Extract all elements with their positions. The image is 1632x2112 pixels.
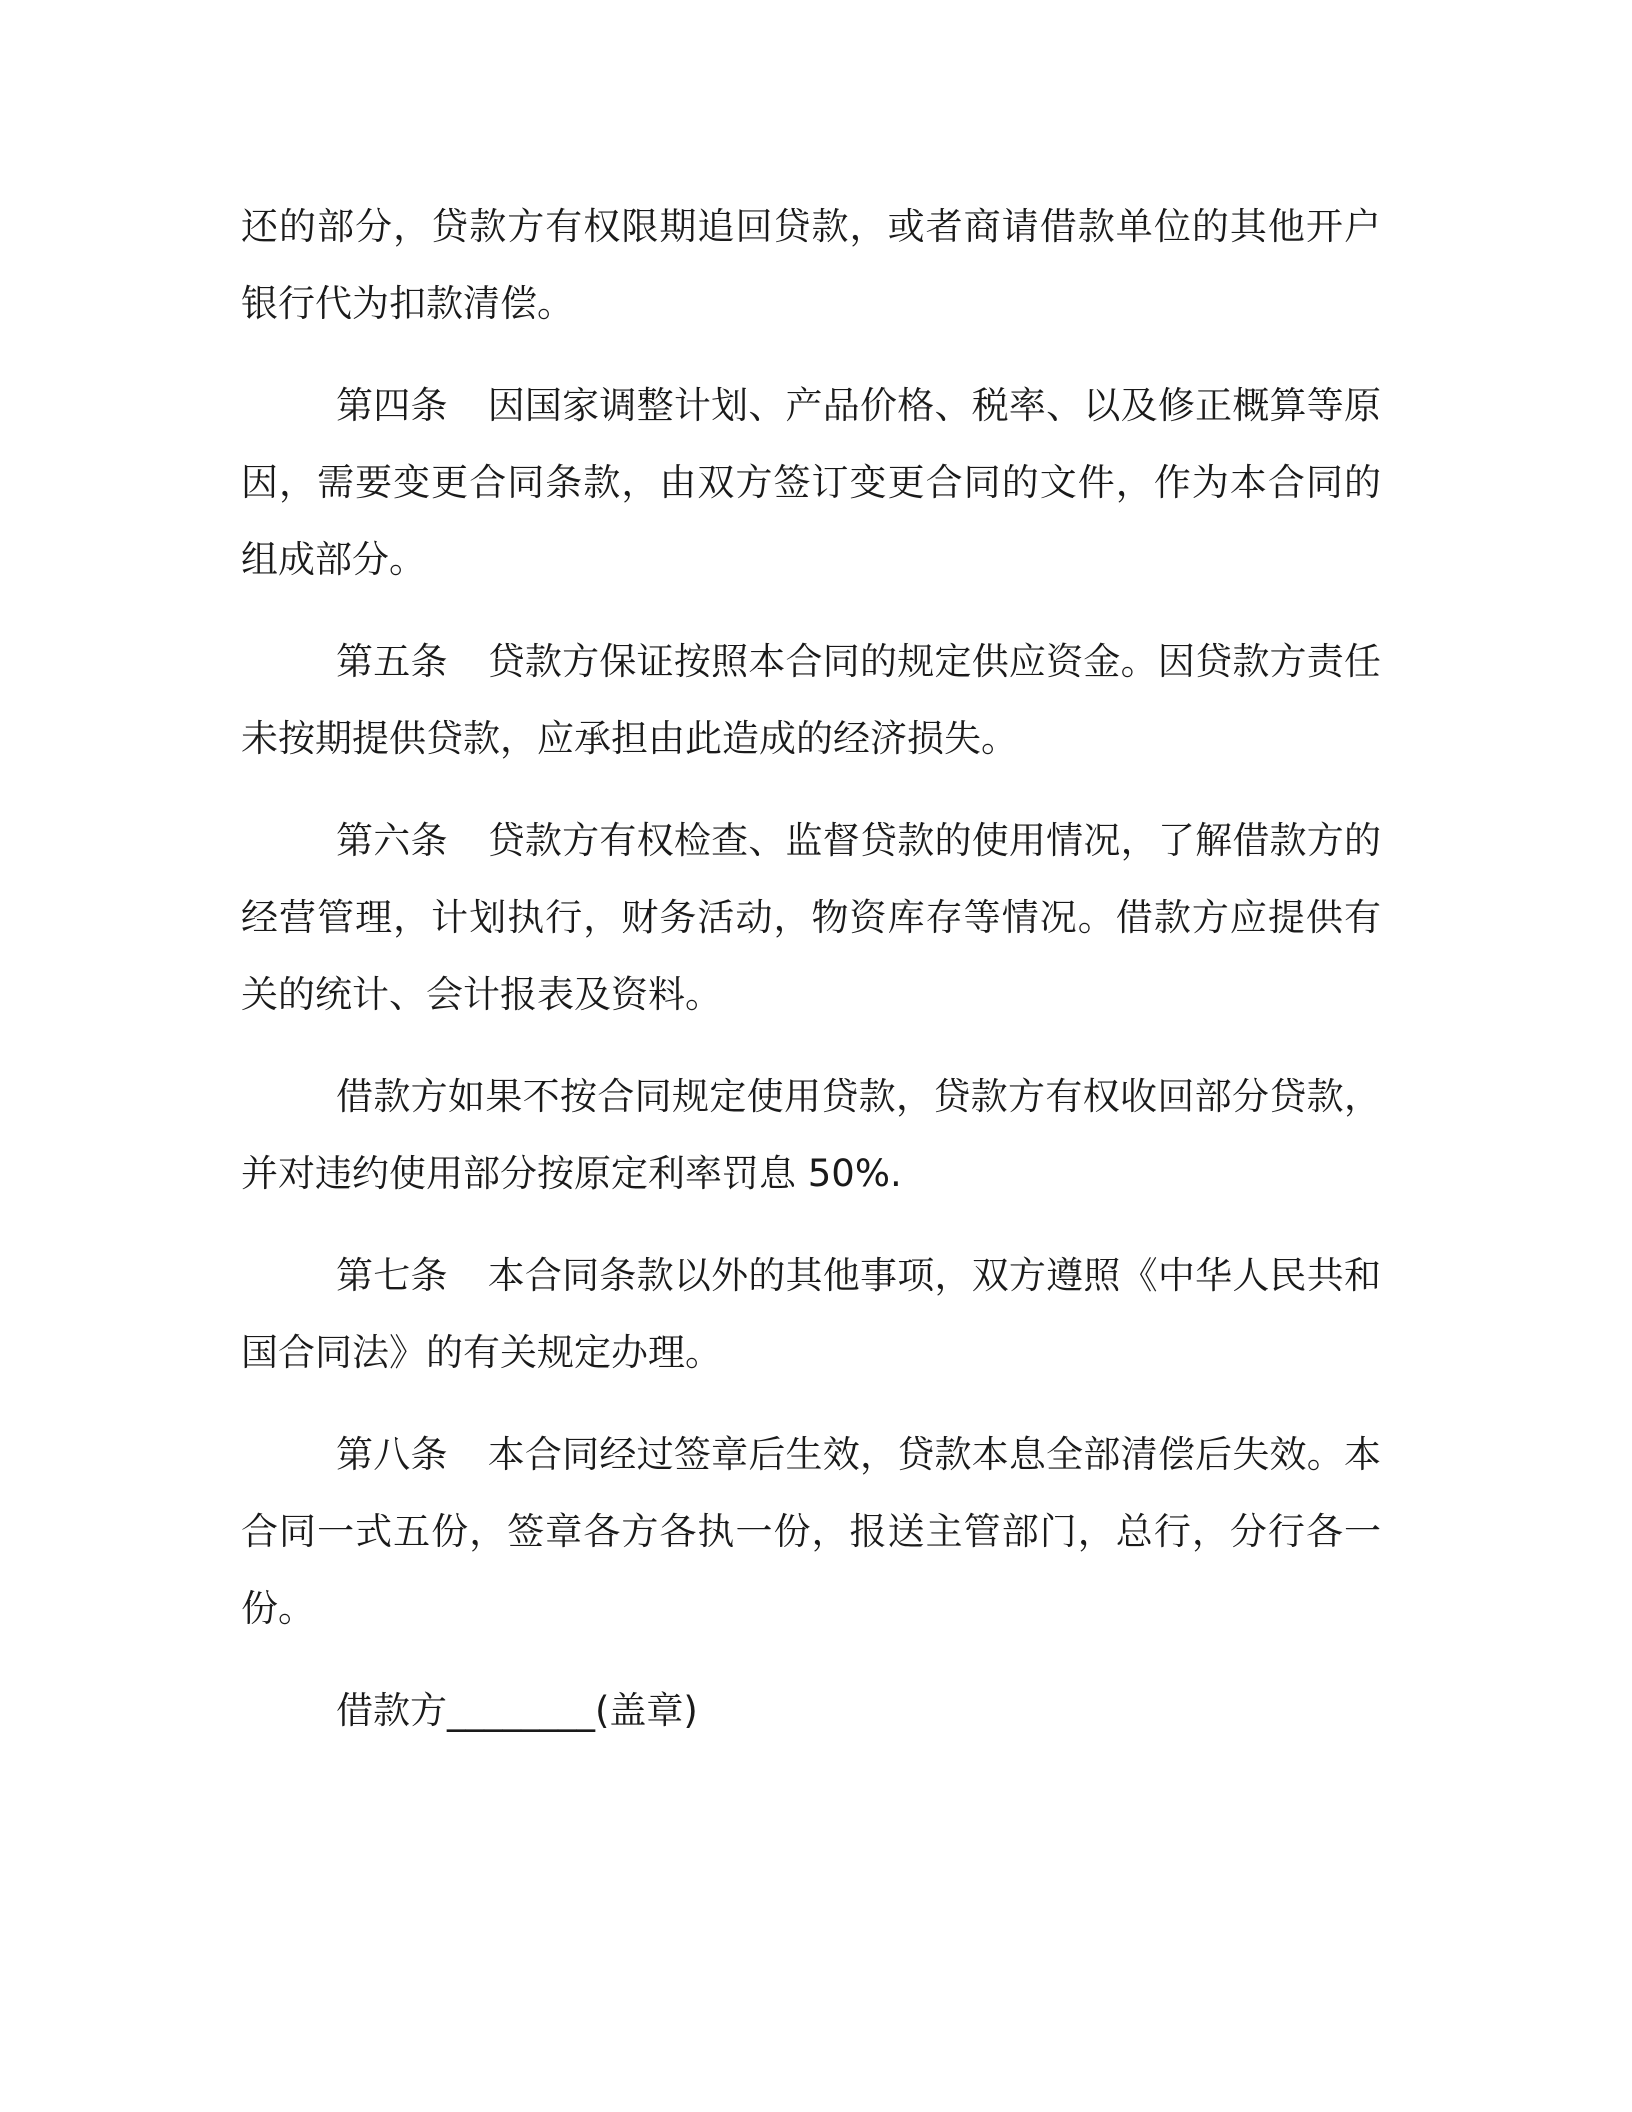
paragraph-text: 贷款方保证按照本合同的规定供应资金。因贷款方责任未按期提供贷款，应承担由此造成的经济损失。: [241, 640, 1382, 760]
article-6: [241, 802, 1381, 1033]
signature-label: 借款方: [336, 1689, 447, 1732]
article-5: [241, 623, 1381, 777]
borrower-signature-line: [241, 1672, 1381, 1749]
article-number: 第四条: [336, 384, 448, 427]
article-number: 第六条: [336, 819, 448, 862]
article-number: 第五条: [336, 640, 448, 683]
article-7: [241, 1237, 1381, 1391]
article-number: 第八条: [336, 1433, 448, 1476]
paragraph-text: 本合同条款以外的其他事项，双方遵照《中华人民共和国合同法》的有关规定办理。: [241, 1254, 1382, 1374]
article-6-penalty: [241, 1058, 1381, 1212]
paragraph-text: 贷款方有权检查、监督贷款的使用情况，了解借款方的经营管理，计划执行，财务活动，物资库存等情况。借款方应提供有关的统计、会计报表及资料。: [241, 819, 1382, 1016]
paragraph-text: 因国家调整计划、产品价格、税率、以及修正概算等原因，需要变更合同条款，由双方签订变更合同的文件，作为本合同的组成部分。: [241, 384, 1382, 581]
article-8: [241, 1416, 1381, 1647]
signature-blank: ________: [447, 1689, 595, 1732]
paragraph-text: 本合同经过签章后生效，贷款本息全部清偿后失效。本合同一式五份，签章各方各执一份，报送主管部门，总行，分行各一份。: [241, 1433, 1382, 1630]
paragraph-continuation: [241, 188, 1381, 342]
paragraph-text: 借款方如果不按合同规定使用贷款，贷款方有权收回部分贷款，并对违约使用部分按原定利率罚息 50%.: [241, 1075, 1381, 1195]
contract-body: [241, 188, 1381, 1774]
seal-note: (盖章): [595, 1689, 698, 1732]
article-4: [241, 367, 1381, 598]
paragraph-text: 还的部分，贷款方有权限期追回贷款，或者商请借款单位的其他开户银行代为扣款清偿。: [241, 205, 1381, 325]
article-number: 第七条: [336, 1254, 448, 1297]
